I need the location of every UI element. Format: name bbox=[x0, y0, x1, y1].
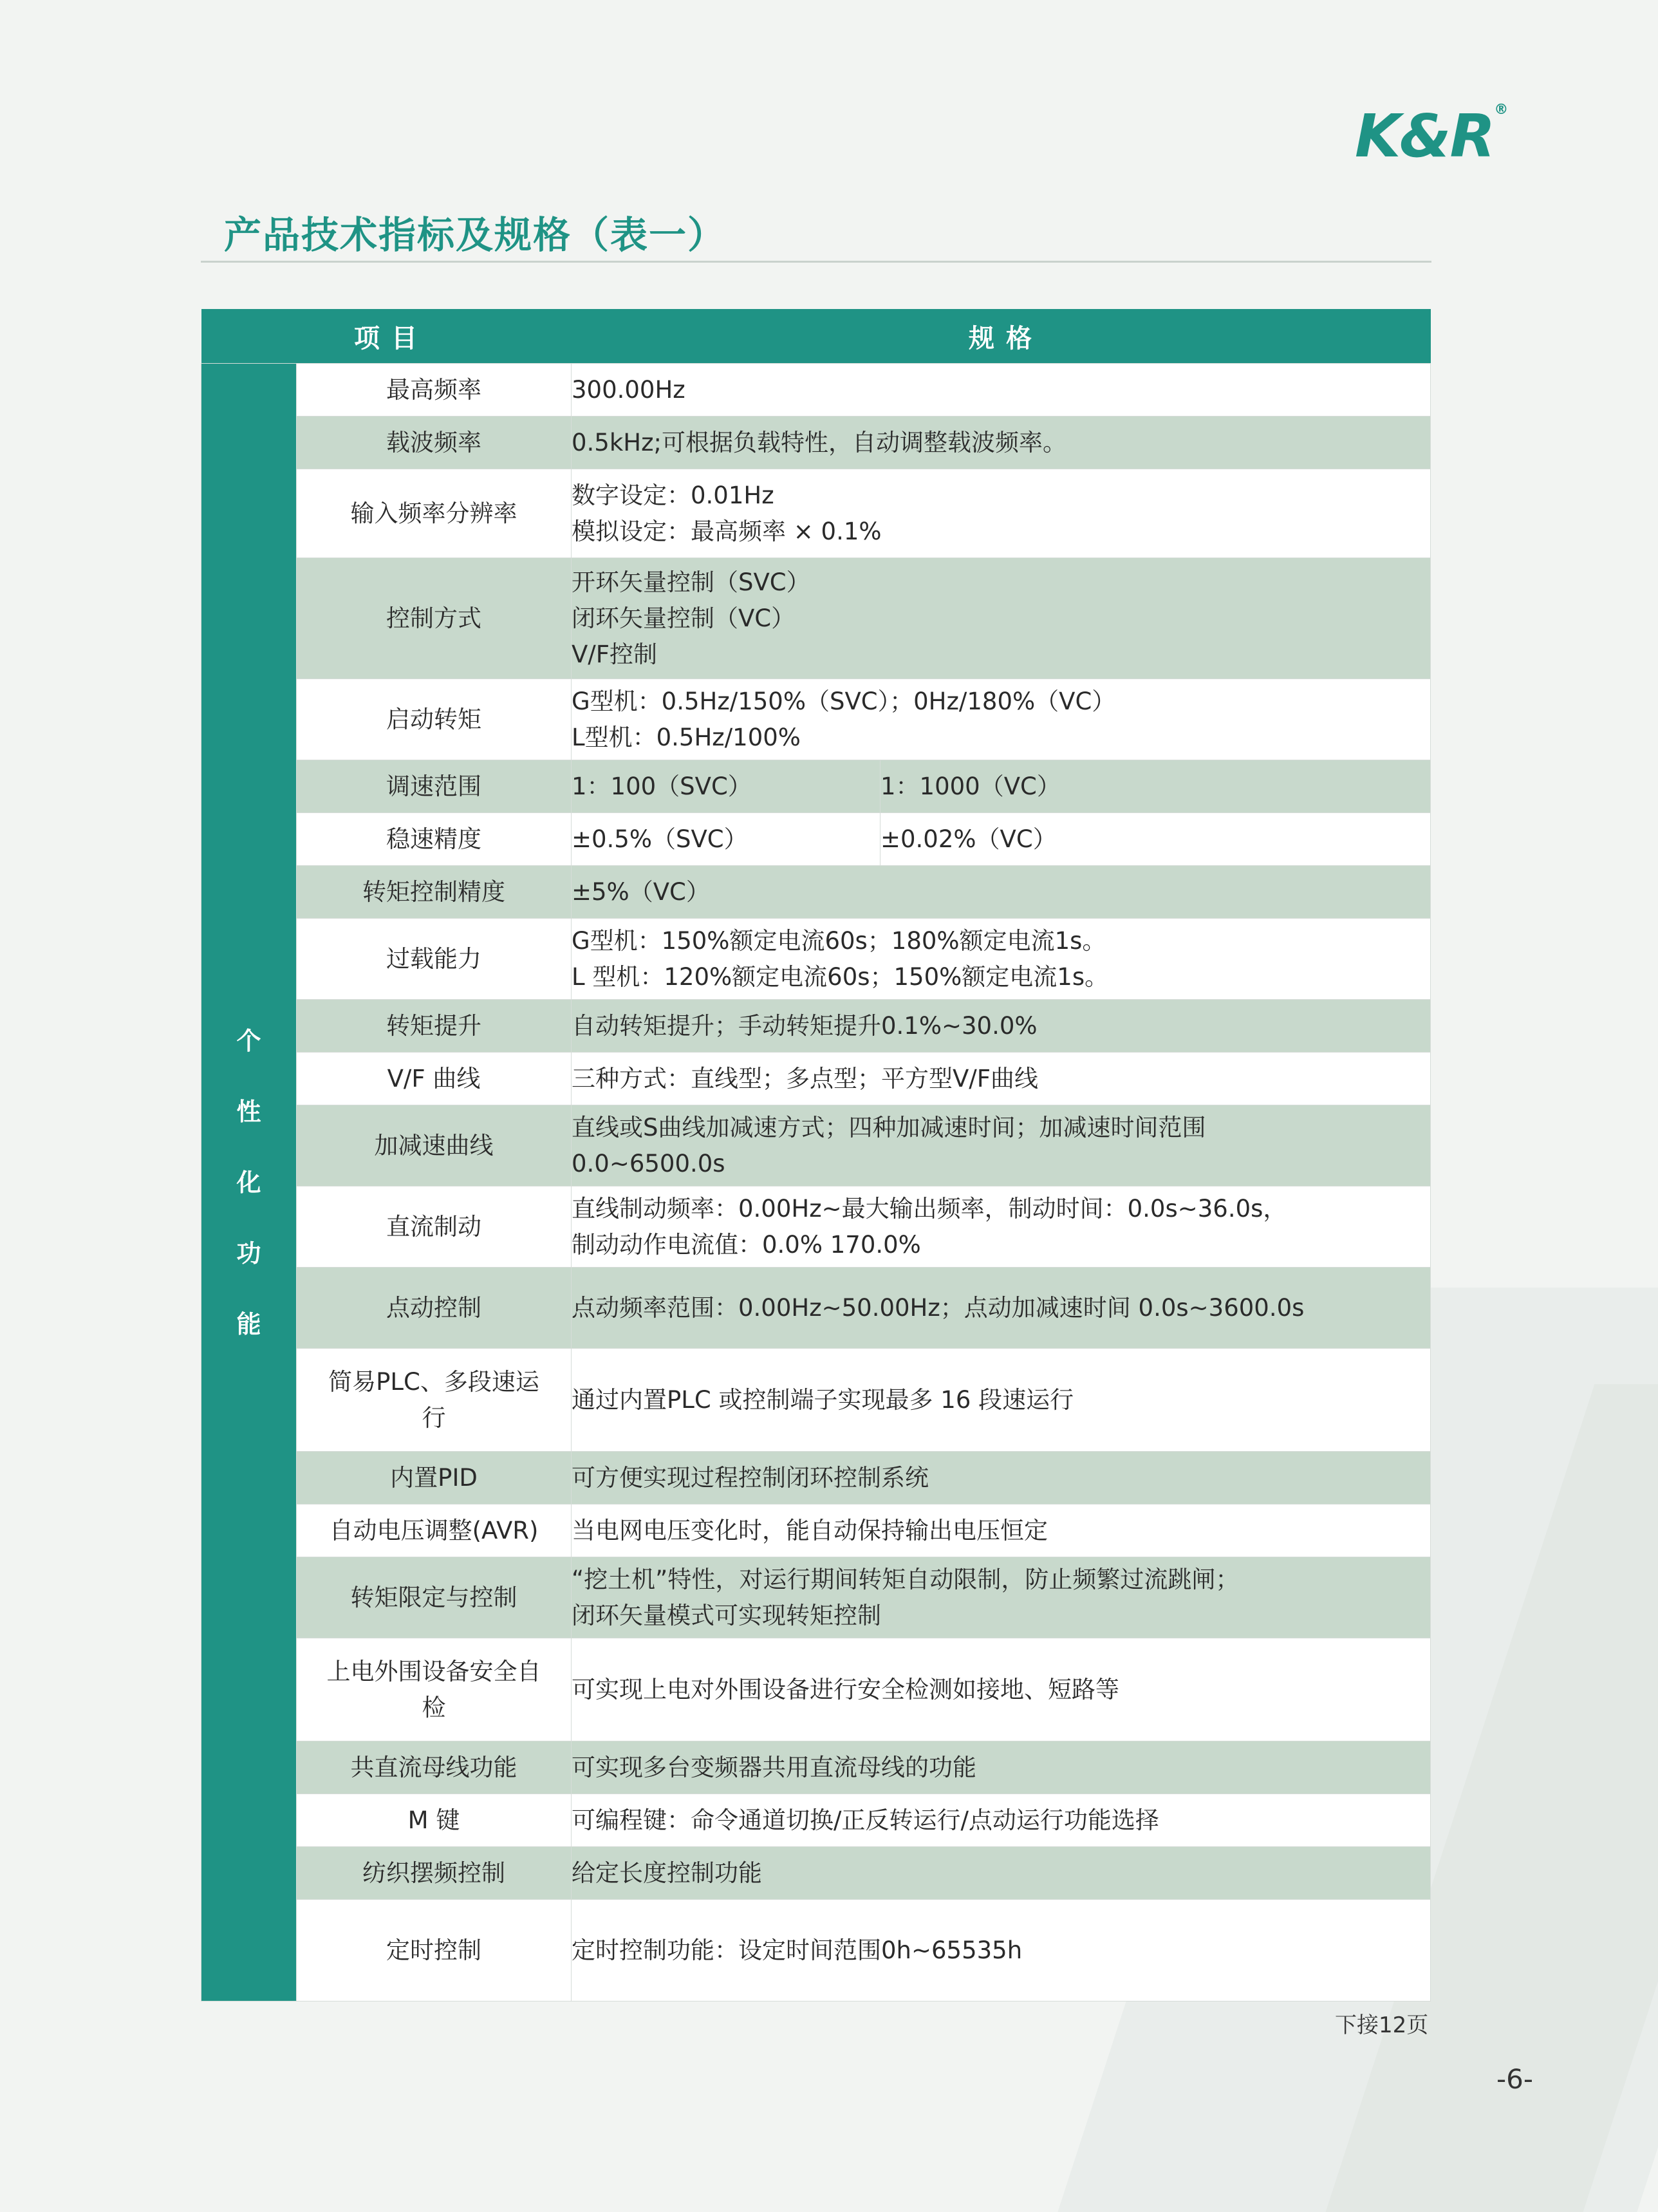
table-row bbox=[201, 1638, 1431, 1741]
item-line: 上电外围设备安全自 bbox=[326, 1657, 541, 1685]
spec-cell bbox=[572, 1452, 1431, 1504]
table-row bbox=[201, 1105, 1431, 1186]
table-row bbox=[201, 1847, 1431, 1900]
item-cell bbox=[297, 1638, 572, 1741]
spec-line: 开环矢量控制（SVC） bbox=[572, 568, 810, 596]
item-cell: 转矩提升 bbox=[297, 1000, 572, 1053]
spec-cell bbox=[572, 919, 1431, 1000]
category-char: 个 bbox=[236, 1026, 261, 1055]
item-cell: 自动电压调整(AVR) bbox=[297, 1504, 572, 1557]
item-cell: 转矩限定与控制 bbox=[297, 1557, 572, 1638]
spec-cell bbox=[572, 1557, 1431, 1638]
spec-line: 给定长度控制功能 bbox=[572, 1859, 762, 1887]
table-row bbox=[201, 1349, 1431, 1452]
spec-line: 0.5kHz;可根据负载特性，自动调整载波频率。 bbox=[572, 428, 1067, 456]
table-body bbox=[201, 364, 1431, 2001]
table-row bbox=[201, 1741, 1431, 1794]
item-cell: 载波频率 bbox=[297, 417, 572, 469]
spec-line: 定时控制功能：设定时间范围0h~65535h bbox=[572, 1936, 1023, 1964]
spec-cell bbox=[572, 1268, 1431, 1349]
spec-cell bbox=[572, 1638, 1431, 1741]
item-line: 行 bbox=[422, 1403, 446, 1432]
item-cell: 直流制动 bbox=[297, 1186, 572, 1268]
spec-table bbox=[201, 309, 1431, 2001]
spec-line: 闭环矢量模式可实现转矩控制 bbox=[572, 1601, 881, 1629]
spec-line: 模拟设定：最高频率 × 0.1% bbox=[572, 517, 882, 545]
table-header-row bbox=[201, 309, 1431, 364]
item-cell: 最高频率 bbox=[297, 364, 572, 417]
spec-cell bbox=[572, 417, 1431, 469]
spec-line: 闭环矢量控制（VC） bbox=[572, 604, 796, 632]
registered-mark: ® bbox=[1494, 102, 1507, 118]
item-cell: 转矩控制精度 bbox=[297, 866, 572, 919]
spec-cell-svc: 1：100（SVC） bbox=[572, 760, 880, 813]
spec-cell-svc: ±0.5%（SVC） bbox=[572, 813, 880, 866]
spec-line: 数字设定：0.01Hz bbox=[572, 481, 774, 509]
spec-line: G型机：0.5Hz/150%（SVC）；0Hz/180%（VC） bbox=[572, 687, 1116, 715]
table-row bbox=[201, 1504, 1431, 1557]
table-row bbox=[201, 919, 1431, 1000]
category-char: 功 bbox=[236, 1239, 261, 1268]
spec-line: 三种方式：直线型；多点型；平方型V/F曲线 bbox=[572, 1064, 1039, 1092]
spec-line: 300.00Hz bbox=[572, 375, 685, 404]
item-cell: V/F 曲线 bbox=[297, 1053, 572, 1105]
spec-cell bbox=[572, 1794, 1431, 1847]
logo-text: K&R bbox=[1355, 102, 1495, 171]
table-row bbox=[201, 1557, 1431, 1638]
spec-cell bbox=[572, 1186, 1431, 1268]
table-row bbox=[201, 1794, 1431, 1847]
category-char: 能 bbox=[236, 1309, 261, 1338]
table-row bbox=[201, 1000, 1431, 1053]
item-cell: 点动控制 bbox=[297, 1268, 572, 1349]
table-row bbox=[201, 1452, 1431, 1504]
header-spec: 规 格 bbox=[572, 309, 1431, 364]
spec-cell-vc: ±0.02%（VC） bbox=[880, 813, 1431, 866]
item-line: 检 bbox=[422, 1693, 446, 1721]
table-row bbox=[201, 417, 1431, 469]
spec-line: 可实现多台变频器共用直流母线的功能 bbox=[572, 1753, 976, 1781]
category-char: 化 bbox=[236, 1168, 261, 1197]
spec-line: 自动转矩提升；手动转矩提升0.1%~30.0% bbox=[572, 1011, 1038, 1040]
spec-line: 直线或S曲线加减速方式；四种加减速时间；加减速时间范围 bbox=[572, 1113, 1206, 1141]
table-row bbox=[201, 679, 1431, 760]
spec-cell bbox=[572, 1504, 1431, 1557]
spec-cell bbox=[572, 1000, 1431, 1053]
spec-line: 点动频率范围：0.00Hz~50.00Hz；点动加减速时间 0.0s~3600.0s bbox=[572, 1293, 1305, 1322]
spec-cell bbox=[572, 866, 1431, 919]
spec-cell bbox=[572, 1847, 1431, 1900]
item-cell: 调速范围 bbox=[297, 760, 572, 813]
spec-cell-vc: 1：1000（VC） bbox=[880, 760, 1431, 813]
category-char: 性 bbox=[236, 1097, 261, 1126]
title-divider bbox=[201, 261, 1431, 263]
item-cell: 启动转矩 bbox=[297, 679, 572, 760]
spec-line: L型机：0.5Hz/100% bbox=[572, 723, 801, 751]
table-row bbox=[201, 1268, 1431, 1349]
table-row bbox=[201, 866, 1431, 919]
spec-line: L 型机：120%额定电流60s；150%额定电流1s。 bbox=[572, 962, 1109, 991]
spec-cell bbox=[572, 469, 1431, 558]
item-cell: 定时控制 bbox=[297, 1900, 572, 2001]
spec-line: V/F控制 bbox=[572, 640, 658, 668]
table-row bbox=[201, 364, 1431, 417]
item-cell: 加减速曲线 bbox=[297, 1105, 572, 1186]
spec-cell bbox=[572, 1741, 1431, 1794]
item-cell: M 键 bbox=[297, 1794, 572, 1847]
spec-line: 制动动作电流值：0.0% 170.0% bbox=[572, 1230, 921, 1259]
table-row bbox=[201, 558, 1431, 679]
table-row bbox=[201, 813, 1431, 866]
table-row bbox=[201, 1053, 1431, 1105]
page-title: 产品技术指标及规格（表一） bbox=[224, 213, 727, 257]
spec-cell bbox=[572, 1349, 1431, 1452]
spec-line: “挖土机”特性，对运行期间转矩自动限制，防止频繁过流跳闸； bbox=[572, 1565, 1240, 1593]
spec-line: 0.0~6500.0s bbox=[572, 1149, 725, 1177]
category-cell bbox=[201, 364, 297, 2001]
item-cell: 输入频率分辨率 bbox=[297, 469, 572, 558]
item-cell bbox=[297, 1349, 572, 1452]
item-cell: 过载能力 bbox=[297, 919, 572, 1000]
item-line: 简易PLC、多段速运 bbox=[328, 1367, 539, 1396]
spec-line: 可实现上电对外围设备进行安全检测如接地、短路等 bbox=[572, 1675, 1119, 1703]
item-cell: 纺织摆频控制 bbox=[297, 1847, 572, 1900]
spec-cell bbox=[572, 679, 1431, 760]
item-cell: 控制方式 bbox=[297, 558, 572, 679]
item-cell: 稳速精度 bbox=[297, 813, 572, 866]
item-cell: 内置PID bbox=[297, 1452, 572, 1504]
spec-cell bbox=[572, 558, 1431, 679]
spec-line: 直线制动频率：0.00Hz~最大输出频率，制动时间：0.0s~36.0s， bbox=[572, 1194, 1287, 1223]
page-number: -6- bbox=[1496, 2063, 1534, 2095]
spec-line: G型机：150%额定电流60s；180%额定电流1s。 bbox=[572, 926, 1106, 955]
table-row bbox=[201, 760, 1431, 813]
table-row bbox=[201, 1900, 1431, 2001]
spec-line: 可编程键：命令通道切换/正反转运行/点动运行功能选择 bbox=[572, 1806, 1159, 1834]
spec-cell bbox=[572, 1105, 1431, 1186]
spec-line: ±5%（VC） bbox=[572, 877, 710, 906]
continued-note: 下接12页 bbox=[1335, 2012, 1429, 2038]
header-item: 项 目 bbox=[201, 309, 572, 364]
table-row bbox=[201, 469, 1431, 558]
table-row bbox=[201, 1186, 1431, 1268]
spec-line: 通过内置PLC 或控制端子实现最多 16 段速运行 bbox=[572, 1385, 1074, 1414]
spec-cell bbox=[572, 364, 1431, 417]
brand-logo bbox=[1355, 102, 1507, 171]
spec-cell bbox=[572, 1900, 1431, 2001]
item-cell: 共直流母线功能 bbox=[297, 1741, 572, 1794]
spec-cell bbox=[572, 1053, 1431, 1105]
spec-line: 当电网电压变化时，能自动保持输出电压恒定 bbox=[572, 1516, 1048, 1544]
spec-line: 可方便实现过程控制闭环控制系统 bbox=[572, 1463, 929, 1492]
